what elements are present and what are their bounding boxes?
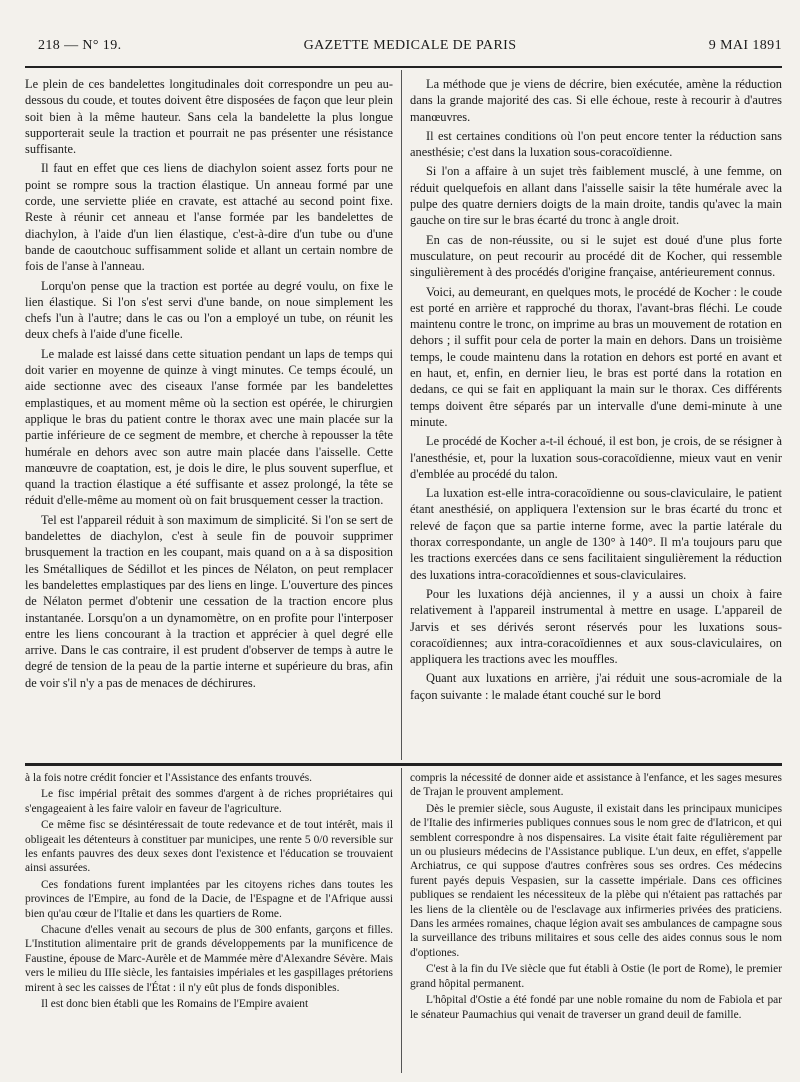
paragraph: Pour les luxations déjà anciennes, il y a aussi un choix à faire relativement à l'appareil instrumental à mettre en usage. L'appareil de Jarvis et ses dérivés seront réservés pour les luxations sous-coracoïdiennes; aux intra-coracoïdiennes et aux sous-claviculaires, on appliquera les tractions avec les mouffles. xyxy=(410,586,782,667)
upper-right-column xyxy=(410,76,782,758)
paragraph: Le fisc impérial prêtait des sommes d'argent à de riches propriétaires qui s'engageaient à les faire valoir en faveur de l'agriculture. xyxy=(25,788,393,815)
paragraph: Il est certaines conditions où l'on peut encore tenter la réduction sans anesthésie; c'est dans la luxation sous-coracoïdienne. xyxy=(410,128,782,160)
lower-left-column xyxy=(25,771,393,1071)
paragraph: à la fois notre crédit foncier et l'Assistance des enfants trouvés. xyxy=(25,772,313,784)
lower-right-column xyxy=(410,771,782,1071)
paragraph: C'est à la fin du IVe siècle que fut établi à Ostie (le port de Rome), le premier grand hôpital permanent. xyxy=(410,963,782,990)
paragraph: Lorqu'on pense que la traction est portée au degré voulu, on fixe le lien élastique. Si l'on s'est servi d'une bande, on noue simplement les chefs l'un à l'autre; dans le cas ou l'on a employé un tube, on réunit les deux chefs à l'aide d'une ficelle. xyxy=(25,278,393,342)
journal-title: GAZETTE MEDICALE DE PARIS xyxy=(303,38,517,53)
paragraph: Tel est l'appareil réduit à son maximum de simplicité. Si l'on se sert de bandelettes de diachylon, c'est à seule fin de pouvoir supprimer brusquement la traction en les coupant, mais quand on a à sa disposition les Smétalliques de Sédillot et les pinces de Nélaton, on peut remplacer les bandelettes emplastiques par des liens en linge. L'ouverture des pinces de Nélaton permet d'obtenir une cessation de la traction encore plus instantanée. Lorsqu'on a un dynamomètre, on en profite pour l'interposer entre les liens concourant à la traction et apprécier à quel degré elle arrive. Dans le cas contraire, il est prudent d'observer de temps à autre le degré de tension de la peau de la partie interne et supérieure du bras, afin de voir s'il n'y a pas de menaces de déchirures. xyxy=(25,512,393,690)
paragraph: La méthode que je viens de décrire, bien exécutée, amène la réduction dans la grande majorité des cas. Si elle échoue, reste à recourir à d'autres manœuvres. xyxy=(410,77,782,124)
paragraph: En cas de non-réussite, ou si le sujet est doué d'une plus forte musculature, on peut recourir au procédé dit de Kocher, qui ressemble singulièrement à des procédés d'origine française, antérieurement connus. xyxy=(410,232,782,280)
paragraph: Chacune d'elles venait au secours de plus de 300 enfants, garçons et filles. L'Institution alimentaire prit de grands développements par la munificence de Faustine, épouse de Marc-Aurèle et de Mammée mère d'Alexandre Sévère. Mais vers le milieu du IIIe siècle, les fantaisies impériales et les gaspillages prétoriens mirent à sec les caisses de l'État : il n'y eût plus de fonds disponibles. xyxy=(25,924,393,994)
page-header xyxy=(38,38,782,60)
paragraph: Ce même fisc se désintéressait de toute redevance et de tout intérêt, mais il obligeait les détenteurs à constituer par municipes, une rente 5 0/0 reversible sur les enfants pauvres des deux sexes dont l'existence et l'éducation se trouvaient ainsi assurées. xyxy=(25,819,393,875)
paragraph: Le procédé de Kocher a-t-il échoué, il est bon, je crois, de se résigner à l'anesthésie, et, pour la luxation sous-coracoïdienne, mieux vaut en venir d'emblée au procédé du talon. xyxy=(410,434,782,481)
paragraph: compris la nécessité de donner aide et assistance à l'enfance, et les sages mesures de Trajan le prouvent amplement. xyxy=(410,772,782,799)
issue-date: 9 MAI 1891 xyxy=(708,38,782,53)
paragraph: Si l'on a affaire à un sujet très faiblement musclé, à une femme, on réduit quelquefois en allant dans l'aisselle saisir la tête humérale avec la pulpe des quatre derniers doigts de la main droite, tandis qu'avec la main gauche on tire sur le bras écarté du tronc à angle droit. xyxy=(410,164,782,228)
column-divider-upper xyxy=(401,70,402,760)
upper-left-column xyxy=(25,76,393,758)
paragraph: Le plein de ces bandelettes longitudinales doit correspondre un peu au-dessous du coude, et toutes doivent être disposées de façon que leur plein soit bien à la même hauteur. Sans cela la bandelette la plus longue supporterait seule la traction et pourrait ne pas présenter une résistance suffisante. xyxy=(25,77,393,157)
paragraph: Dès le premier siècle, sous Auguste, il existait dans les principaux municipes de l'Italie des infirmeries publiques connues sous le nom grec de d'Iatricon, et qui semblent correspondre à nos dispensaires. La visite était faite régulièrement par un ou plusieurs médecins de l'Assistance publique. L'un deux, en effet, s'appelle Archiatrus, ce qui suppose d'autres confrères sous ses ordres. Ces médecins furent payés depuis Vespasien, sur la cassette impériale. Dans ces officines publiques se rendaient les nécessiteux de la plèbe qui n'étaient pas rattachés par les liens de la clientèle ou de l'esclavage aux infirmeries privées des praticiens. Dans les armées romaines, chaque légion avait ses ambulances de campagne sous la surveillance des tribuns militaires et sous celle des aides connus sous le nom d'optiones. xyxy=(410,802,782,959)
paragraph: Quant aux luxations en arrière, j'ai réduit une sous-acromiale de la façon suivante : le malade étant couché sur le bord xyxy=(410,671,782,702)
column-divider-lower xyxy=(401,768,402,1073)
paragraph: Le malade est laissé dans cette situation pendant un laps de temps qui doit varier en moyenne de quinze à vingt minutes. Ce temps écoulé, un aide sectionne avec des ciseaux l'anse formée par les bandelettes emplastiques, et au moment même où la section est opérée, le chirurgien applique le bras du patient contre le thorax avec une main placée sur la partie inférieure de ce segment de membre, et cherche à repousser la tête humérale en dehors avec son autre main placée dans l'aisselle. Cette manœuvre de coaptation, est, je dois le dire, le plus souvent superflue, et quand la traction élastique a été suffisante et assez prolongé, la tête se réduit d'elle-même au moment où on fait brusquement cesser la traction. xyxy=(25,346,393,508)
paragraph: La luxation est-elle intra-coracoïdienne ou sous-claviculaire, le patient étant anesthésié, on appliquera l'extension sur le bras écarté du tronc et relevé de façon que sa partie interne forme, avec la partie latérale du thorax correspondante, un angle de 130° à 140°. Il m'a toujours paru que les tractions exercées dans ce sens facilitaient singulièrement la réduction des luxations intra-coracoïdiennes et sous-claviculaires. xyxy=(410,486,782,582)
paragraph: Il faut en effet que ces liens de diachylon soient assez forts pour ne point se rompre sous la traction élastique. Un anneau formé par une corde, une serviette pliée en cravate, est attaché au second point fixe. Reste à réunir cet anneau et l'anse formée par les bandelettes de diachylon, à l'aide d'un lien élastique, c'est-à-dire d'un tube ou d'une bande de caoutchouc suffisamment solide et allant un certain nombre de fois de l'anse à l'anneau. xyxy=(25,161,393,274)
page-number: 218 — N° 19. xyxy=(38,38,122,53)
paragraph: Ces fondations furent implantées par les citoyens riches dans toutes les provinces de l'Empire, au fond de la Dacie, de l'Espagne et de l'Afrique aussi bien qu'au cœur de l'Italie et dans les quartiers de Rome. xyxy=(25,878,393,920)
section-rule xyxy=(25,763,782,766)
paragraph: Il est donc bien établi que les Romains de l'Empire avaient xyxy=(41,998,309,1011)
paragraph: L'hôpital d'Ostie a été fondé par une noble romaine du nom de Fabiola et par le sénateur Paumachius qui venait de traverser un grand deuil de famille. xyxy=(410,994,782,1021)
paragraph: Voici, au demeurant, en quelques mots, le procédé de Kocher : le coude est porté en arrière et rapproché du thorax, l'avant-bras fléchi. Le coude maintenu contre le tronc, on imprime au bras un mouvement de rotation en dehors ; il suffit pour cela de porter la main en dehors. Dans un troisième temps, le coude maintenu dans la rotation en dehors est porté en avant et en haut, et, enfin, en dernier lieu, le bras est porté dans la rotation en dedans, ce qui se fait en appliquant la main sur le thorax. Ces différents temps doivent être séparés par un intervalle d'une demi-minute à une minute. xyxy=(410,284,782,429)
header-rule xyxy=(25,66,782,68)
